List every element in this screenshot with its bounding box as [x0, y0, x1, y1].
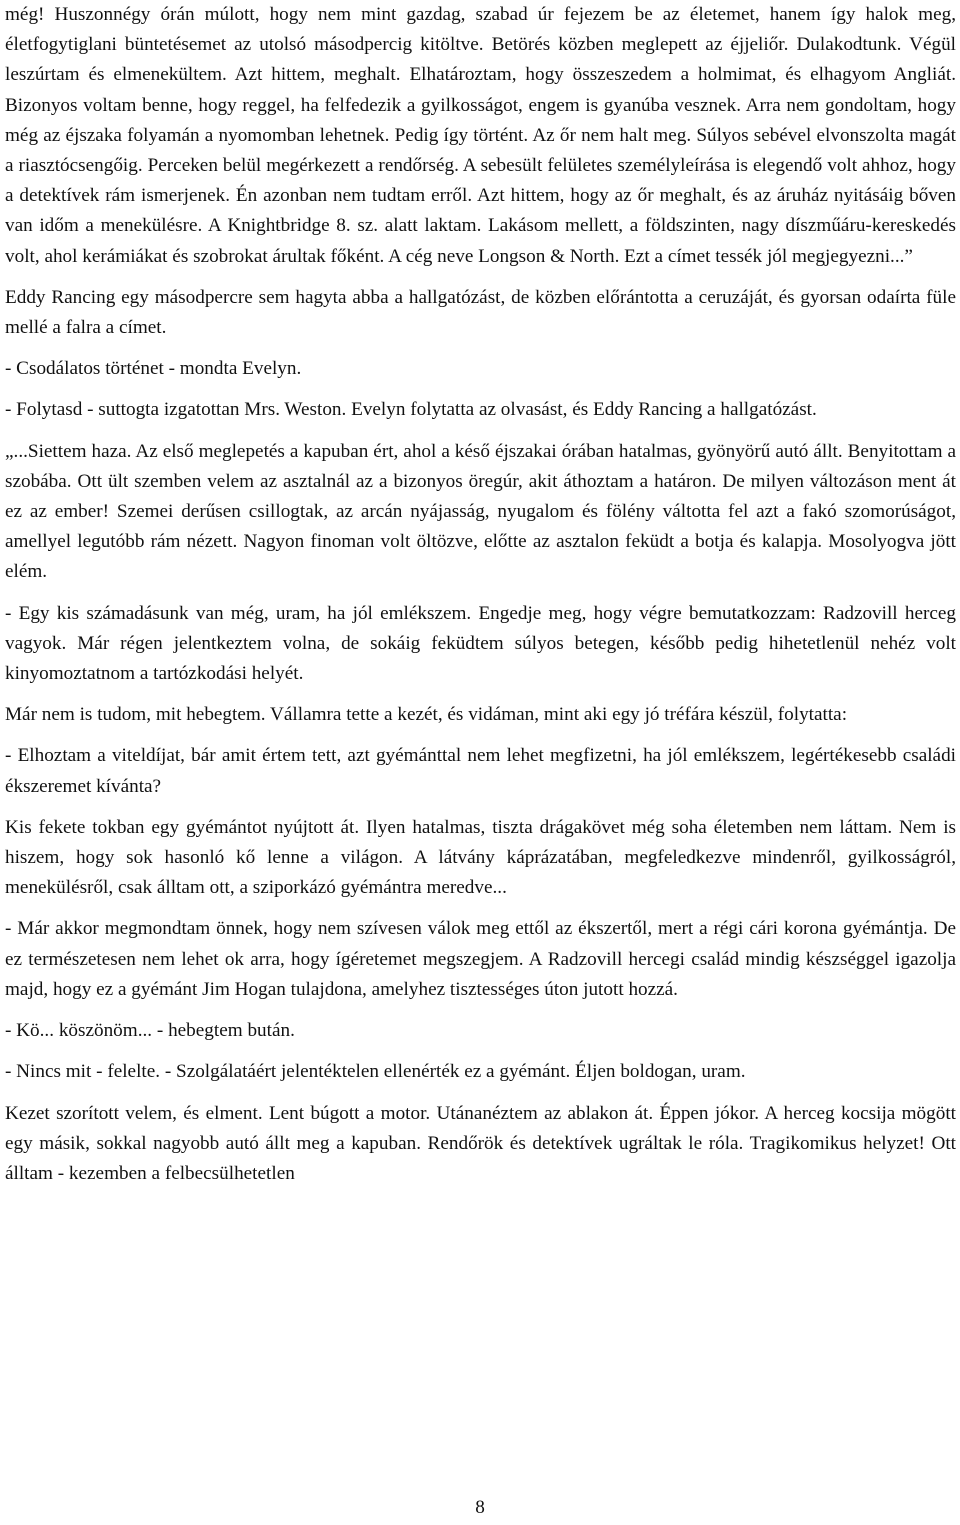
- paragraph-10: - Már akkor megmondtam önnek, hogy nem szívesen válok meg ettől az ékszertől, mert a régi cári korona gyémántja. De ez természetesen nem lehet ok arra, hogy ígéretemet megszegjem. A Radzovill hercegi család mindig készséggel igazolja majd, hogy ez a gyémánt Jim Hogan tulajdona, amelyhez tisztességes úton jutott hozzá.: [5, 918, 956, 1000]
- paragraph-8: - Elhoztam a viteldíjat, bár amit értem tett, azt gyémánttal nem lehet megfizetni, ha jól emlékszem, legértékesebb családi ékszeremet kívánta?: [5, 745, 956, 797]
- paragraph-9: Kis fekete tokban egy gyémántot nyújtott át. Ilyen hatalmas, tiszta drágakövet még soha életemben nem láttam. Nem is hiszem, hogy sok hasonló kő lenne a világon. A látvány káprázatában, megfeledkezve mindenről, gyilkosságról, menekülésről, csak álltam ott, a sziporkázó gyémántra meredve...: [5, 816, 956, 899]
- paragraph-6: - Egy kis számadásunk van még, uram, ha jól emlékszem. Engedje meg, hogy végre bemutatkozzam: Radzovill herceg vagyok. Már régen jelentkeztem volna, de sokáig feküdtem súlyos betegen, később pedig hihetetlenül nehéz volt kinyomoztatnom a tartózkodási helyét.: [5, 602, 956, 685]
- document-page: [5, 0, 956, 1200]
- paragraph-4: - Folytasd - suttogta izgatottan Mrs. Weston. Evelyn folytatta az olvasást, és Eddy Rancing a hallgatózást.: [5, 399, 817, 421]
- paragraph-2: Eddy Rancing egy másodpercre sem hagyta abba a hallgatózást, de közben előrántotta a ceruzáját, és gyorsan odaírta füle mellé a falra a címet.: [5, 286, 956, 339]
- paragraph-13: Kezet szorított velem, és elment. Lent búgott a motor. Utánanéztem az ablakon át. Éppen jókor. A herceg kocsija mögött egy másik, sokkal nagyobb autó állt meg a kapuban. Rendőrök és detektívek ugráltak le róla. Tragikomikus helyzet! Ott álltam - kezemben a felbecsülhetetlen: [5, 1102, 956, 1184]
- paragraph-1: még! Huszonnégy órán múlott, hogy nem mint gazdag, szabad úr fejezem be az életemet, hanem így halok meg, életfogytiglani büntetésemet az utolsó másodpercig kitöltve. Betörés közben meglepett az éjjeliőr. Dulakodtunk. Végül leszúrtam és elmenekültem. Azt hittem, meghalt. Elhatároztam, hogy összeszedem a holmimat, és elhagyom Angliát. Bizonyos voltam benne, hogy reggel, ha felfedezik a gyilkosságot, engem is gyanúba vesznek. Arra nem gondoltam, hogy még az éjszaka folyamán a nyomomban lehetnek. Pedig így történt. Az őr nem halt meg. Súlyos sebével elvonszolta magát a riasztócsengőig. Perceken belül megérkezett a rendőrség. A sebesült felületes személyleírása is elegendő volt ahhoz, hogy a detektívek rám ismerjenek. Én azonban nem tudtam erről. Azt hittem, hogy az őr meghalt, és az áruház nyitásáig bőven van időm a menekülésre. A Knightbridge 8. sz. alatt laktam. Lakásom mellett, a földszinten, nagy díszműáru-kereskedés volt, ahol kerámiákat és szobrokat árultak főként. A cég neve Longson & North. Ezt a címet tessék jól megjegyezni...”: [5, 4, 956, 267]
- paragraph-5: „...Siettem haza. Az első meglepetés a kapuban ért, ahol a késő éjszakai órában hatalmas, gyönyörű autó állt. Benyitottam a szobába. Ott ült szemben velem az asztalnál az a bizonyos öregúr, akit áthoztam a határon. De milyen változáson ment át ez az ember! Szemei derűsen csillogtak, az arcán nyájasság, nyugalom és fölény váltotta fel azt a fakó szomorúságot, amellyel legutóbb rám nézett. Nagyon finoman volt öltözve, előtte az asztalon feküdt a botja és kalapja. Mosolyogva jött elém.: [5, 440, 956, 583]
- paragraph-3: - Csodálatos történet - mondta Evelyn.: [5, 358, 302, 380]
- paragraph-7: Már nem is tudom, mit hebegtem. Vállamra tette a kezét, és vidáman, mint aki egy jó tréfára készül, folytatta:: [5, 704, 848, 726]
- page-number: 8: [475, 1497, 485, 1518]
- paragraph-12: - Nincs mit - felelte. - Szolgálatáért jelentéktelen ellenérték ez a gyémánt. Éljen boldogan, uram.: [5, 1061, 746, 1083]
- paragraph-11: - Kö... köszönöm... - hebegtem bután.: [5, 1020, 295, 1042]
